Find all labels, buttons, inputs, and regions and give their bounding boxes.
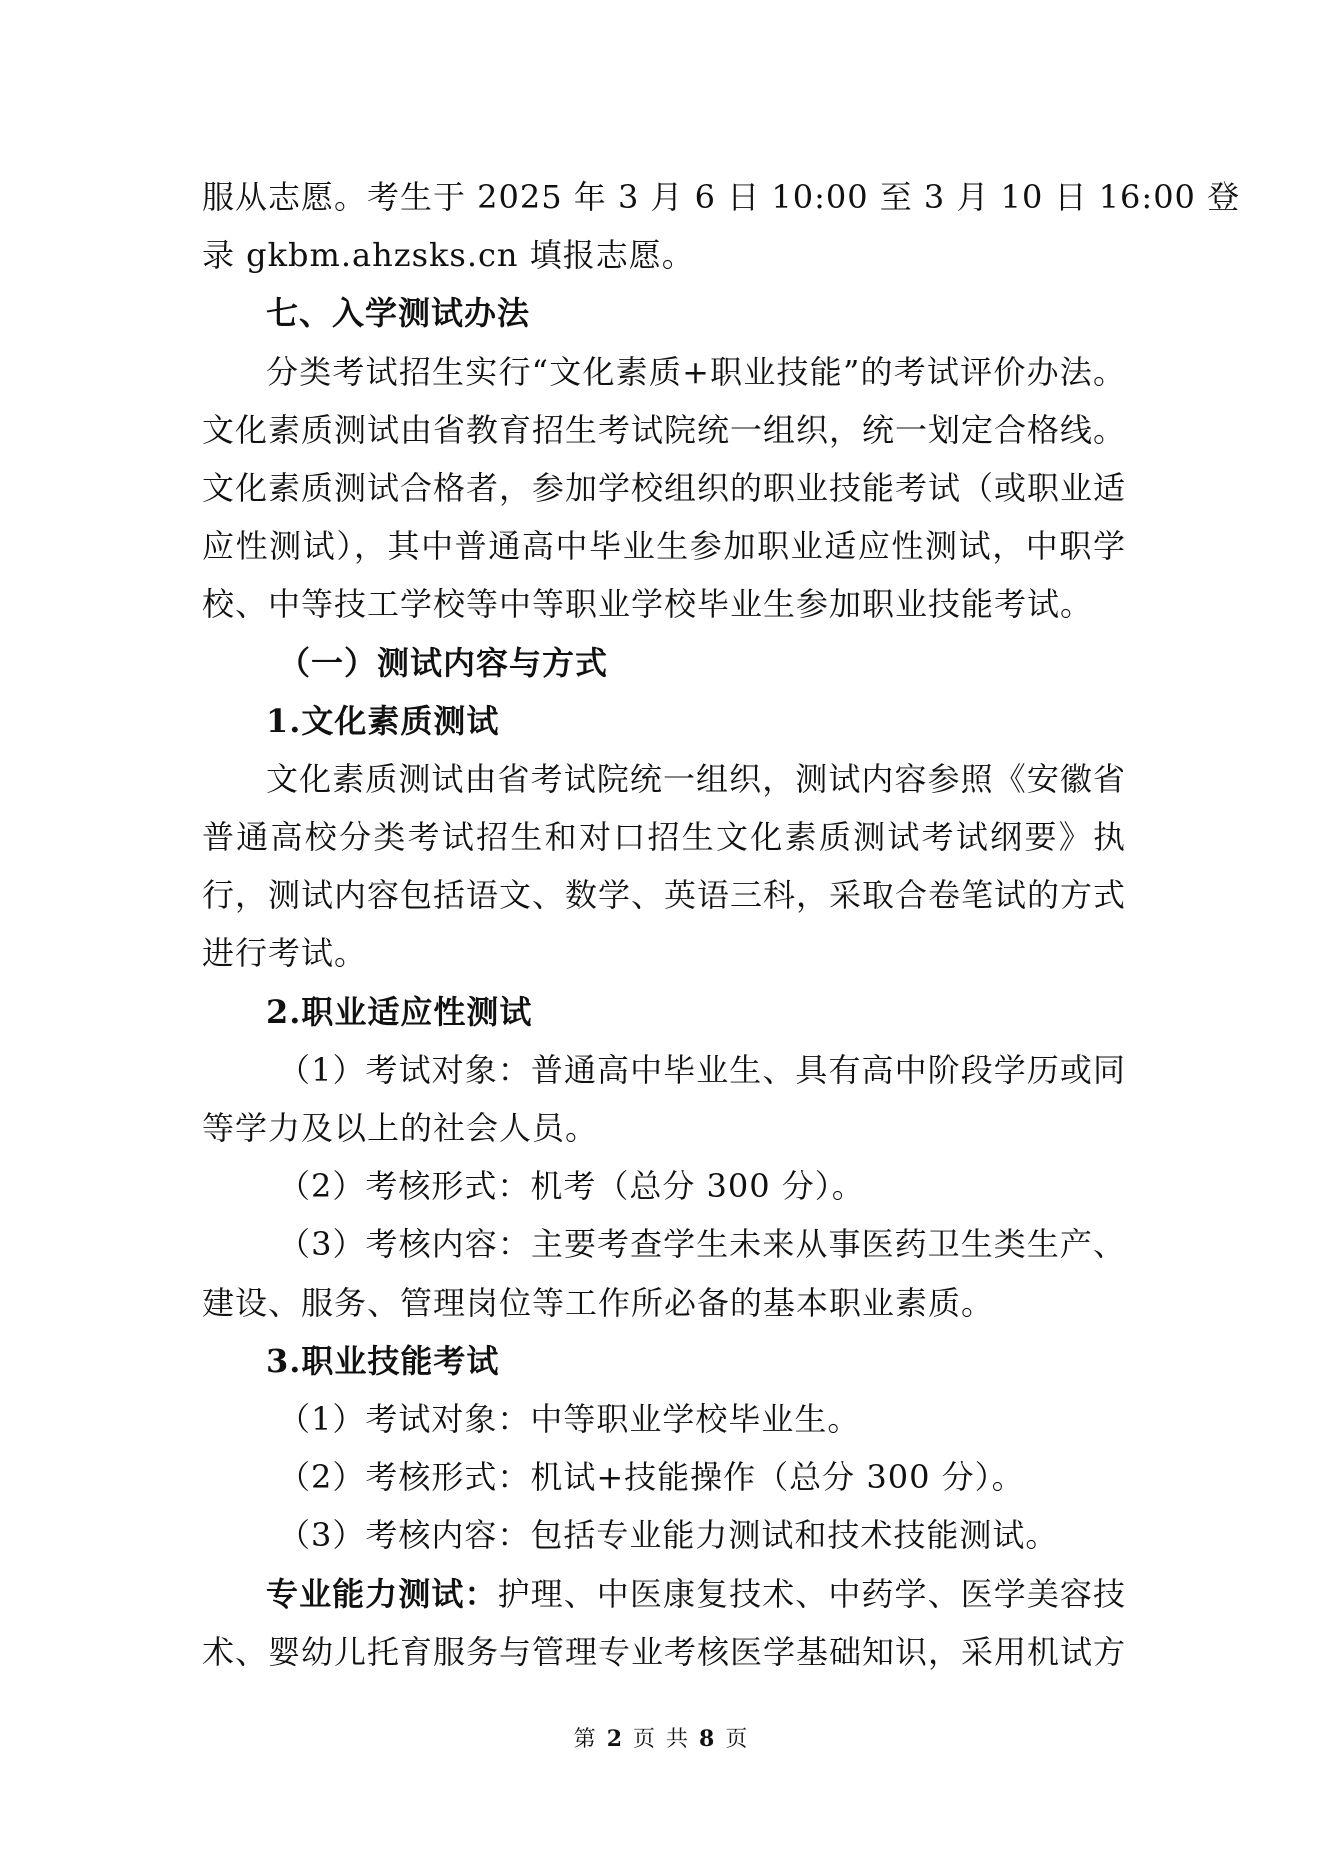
body-text [202,168,1241,1681]
subsection-heading: 3.职业技能考试 [266,1341,500,1380]
text-line: 进行考试。 [202,934,368,973]
text-line: 分类考试招生实行“文化素质+职业技能”的考试评价办法。 [266,352,1126,391]
text-line: 服从志愿。考生于 2025 年 3 月 6 日 10:00 至 3 月 10 日 16:00 登 [202,178,1241,216]
text-line: （1）考试对象：普通高中毕业生、具有高中阶段学历或同 [278,1050,1126,1089]
footer-middle: 页 共 [633,1727,690,1752]
text-line: 行，测试内容包括语文、数学、英语三科，采取合卷笔试的方式 [202,876,1127,915]
footer-page-number: 2 [606,1726,624,1752]
subsection-heading: （一）测试内容与方式 [278,643,609,682]
text-line: （3）考核内容：主要考查学生未来从事医药卫生类生产、 [278,1225,1126,1264]
text-run: 护理、中医康复技术、中药学、医学美容技 [497,1574,1126,1613]
text-line: 建设、服务、管理岗位等工作所必备的基本职业素质。 [202,1283,995,1322]
text-line: 录 gkbm.ahzsks.cn 填报志愿。 [202,236,695,275]
text-line: （3）考核内容：包括专业能力测试和技术技能测试。 [278,1516,1059,1555]
text-line: 普通高校分类考试招生和对口招生文化素质测试考试纲要》执 [202,818,1126,857]
footer-suffix: 页 [725,1727,750,1752]
section-heading: 七、入学测试办法 [266,294,531,333]
text-line: 校、中等技工学校等中等职业学校毕业生参加职业技能考试。 [202,585,1094,624]
text-line: （1）考试对象：中等职业学校毕业生。 [278,1399,861,1438]
subsection-heading: 2.职业适应性测试 [266,992,533,1031]
text-line [202,1565,1126,1623]
inline-bold-label: 专业能力测试： [266,1574,498,1613]
page-footer [0,1722,1323,1753]
text-line: 文化素质测试合格者，参加学校组织的职业技能考试（或职业适 [202,468,1127,507]
text-line: 文化素质测试由省教育招生考试院统一组织，统一划定合格线。 [202,410,1127,449]
text-line: 应性测试），其中普通高中毕业生参加职业适应性测试，中职学 [202,527,1126,566]
subsection-heading: 1.文化素质测试 [266,701,500,740]
text-line: （2）考核形式：机试+技能操作（总分 300 分）。 [278,1458,1025,1497]
footer-total-pages: 8 [699,1726,717,1752]
text-line: 文化素质测试由省考试院统一组织，测试内容参照《安徽省 [266,759,1126,798]
text-line: 术、婴幼儿托育服务与管理专业考核医学基础知识，采用机试方 [202,1632,1127,1671]
footer-prefix: 第 [573,1727,598,1752]
text-line: （2）考核形式：机考（总分 300 分）。 [278,1167,865,1206]
text-line: 等学力及以上的社会人员。 [202,1109,599,1147]
